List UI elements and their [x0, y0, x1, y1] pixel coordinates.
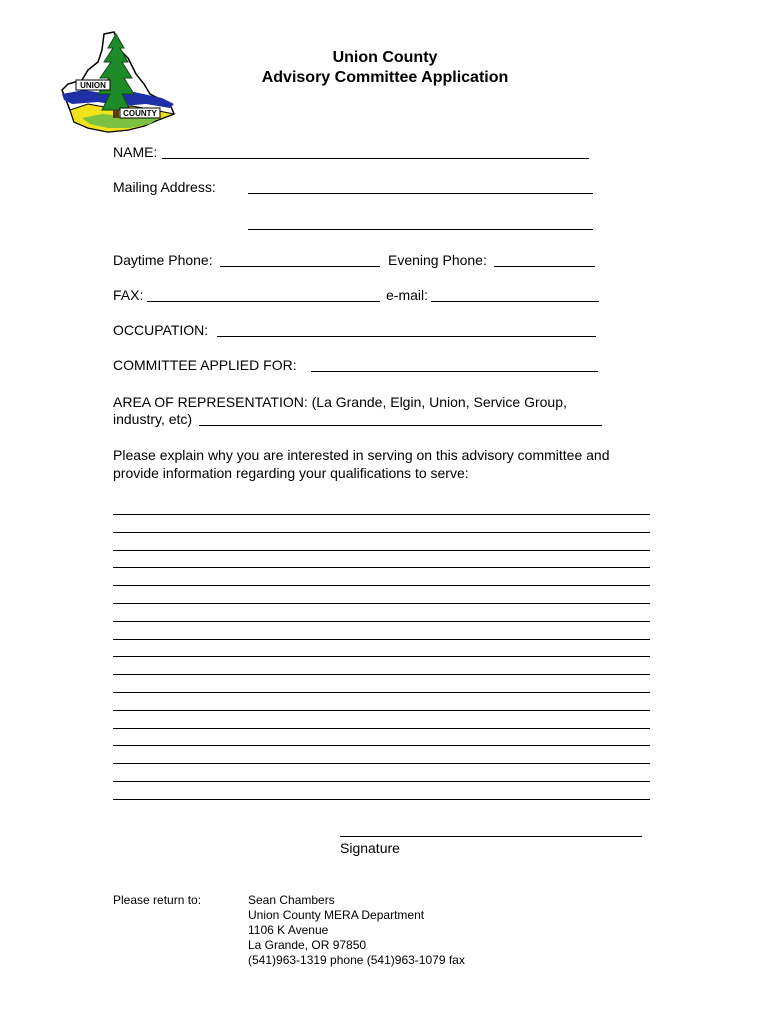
occupation-field[interactable] — [217, 336, 596, 337]
answer-line[interactable] — [113, 567, 650, 568]
name-label: NAME: — [113, 144, 158, 160]
contact-city: La Grande, OR 97850 — [248, 938, 367, 952]
answer-line[interactable] — [113, 656, 650, 657]
area-label-line2: industry, etc) — [113, 411, 193, 427]
evening-phone-field[interactable] — [494, 266, 595, 267]
svg-text:UNION: UNION — [80, 81, 106, 90]
answer-line[interactable] — [113, 639, 650, 640]
contact-street: 1106 K Avenue — [248, 923, 329, 937]
daytime-phone-field[interactable] — [220, 266, 380, 267]
occupation-label: OCCUPATION: — [113, 322, 209, 338]
committee-field[interactable] — [311, 371, 598, 372]
explain-prompt-line1: Please explain why you are interested in serving on this advisory committee and — [113, 447, 610, 463]
daytime-phone-label: Daytime Phone: — [113, 252, 213, 268]
contact-name: Sean Chambers — [248, 893, 335, 907]
answer-line[interactable] — [113, 799, 650, 800]
return-label: Please return to: — [113, 893, 202, 907]
signature-label: Signature — [340, 840, 400, 856]
evening-phone-label: Evening Phone: — [388, 252, 487, 268]
mailing-address-field-2[interactable] — [248, 229, 593, 230]
fax-label: FAX: — [113, 287, 144, 303]
contact-phones: (541)963-1319 phone (541)963-1079 fax — [248, 953, 465, 967]
answer-line[interactable] — [113, 532, 650, 533]
fax-field[interactable] — [147, 301, 380, 302]
mailing-address-label: Mailing Address: — [113, 179, 216, 195]
page-title-line1: Union County — [332, 49, 438, 66]
explain-prompt-line2: provide information regarding your qualifications to serve: — [113, 465, 469, 481]
answer-line[interactable] — [113, 674, 650, 675]
committee-label: COMMITTEE APPLIED FOR: — [113, 357, 297, 373]
name-field[interactable] — [162, 158, 589, 159]
area-label-line1: AREA OF REPRESENTATION: (La Grande, Elgin, Union, Service Group, — [113, 394, 567, 410]
answer-line[interactable] — [113, 692, 650, 693]
answer-line[interactable] — [113, 710, 650, 711]
email-label: e-mail: — [386, 287, 429, 303]
svg-text:COUNTY: COUNTY — [123, 109, 157, 118]
answer-line[interactable] — [113, 550, 650, 551]
answer-line[interactable] — [113, 763, 650, 764]
page-title-line2: Advisory Committee Application — [261, 69, 509, 86]
area-field[interactable] — [199, 425, 602, 426]
answer-line[interactable] — [113, 514, 650, 515]
answer-line[interactable] — [113, 621, 650, 622]
answer-line[interactable] — [113, 781, 650, 782]
contact-department: Union County MERA Department — [248, 908, 425, 922]
answer-line[interactable] — [113, 745, 650, 746]
answer-line[interactable] — [113, 603, 650, 604]
mailing-address-field-1[interactable] — [248, 193, 593, 194]
answer-line[interactable] — [113, 585, 650, 586]
signature-field[interactable] — [340, 836, 642, 837]
answer-line[interactable] — [113, 728, 650, 729]
email-field[interactable] — [431, 301, 599, 302]
